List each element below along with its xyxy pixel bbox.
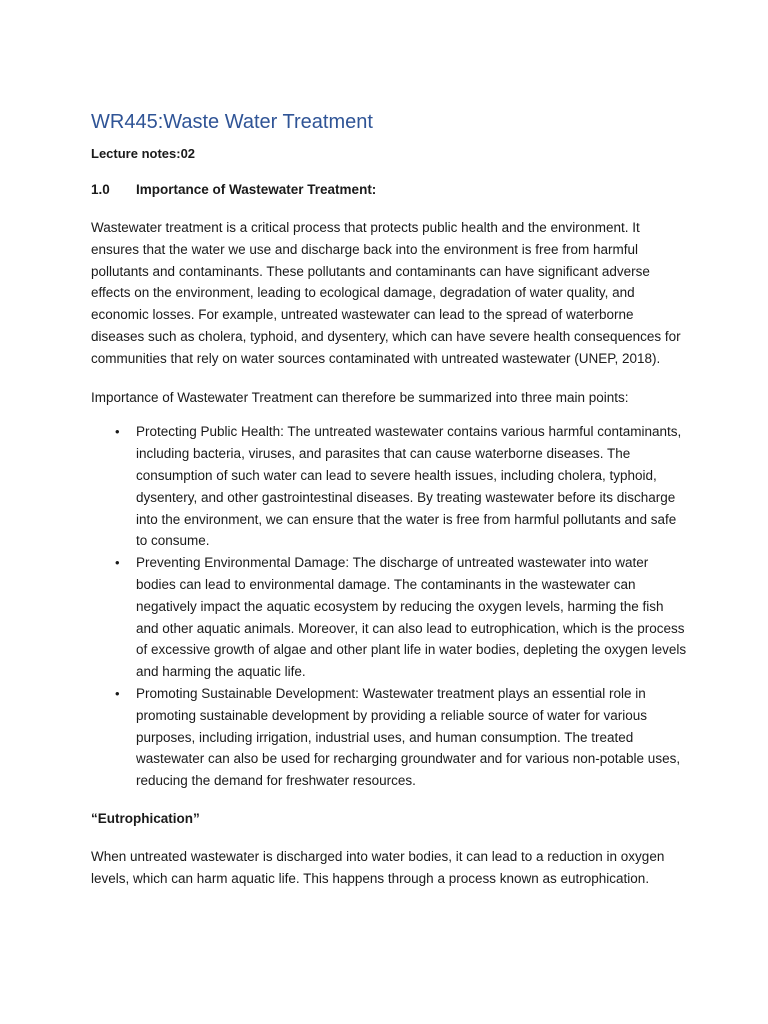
lecture-label: Lecture notes:02: [91, 146, 196, 161]
list-item-text: Promoting Sustainable Development: Wastewater treatment plays an essential role in promoting sustainable development by providing a reliable source of water for various purposes, including irrigation, industrial uses, and human consumption. The treated wastewater can also be used for recharging groundwater and for various non-potable uses, reducing the demand for freshwater resources.: [136, 685, 681, 789]
list-item: [91, 552, 687, 683]
section-heading: [91, 180, 687, 200]
document-title: WR445:Waste Water Treatment: [91, 111, 373, 133]
list-item-text: Protecting Public Health: The untreated wastewater contains various harmful contaminants, including bacteria, viruses, and parasites that can cause waterborne diseases. The consumption of such water can lead to severe health issues, including cholera, typhoid, dysentery, and other gastrointestinal diseases. By treating wastewater before its discharge into the environment, we can ensure that the water is free from harmful pollutants and safe to consume.: [136, 424, 682, 549]
intro-paragraph: Wastewater treatment is a critical process that protects public health and the environment. It ensures that the water we use and discharge back into the environment is free from harmful pollutants and contaminants. These pollutants and contaminants can have significant adverse effects on the environment, leading to ecological damage, degradation of water quality, and economic losses. For example, untreated wastewater can lead to the spread of waterborne diseases such as cholera, typhoid, and dysentery, which can have severe health consequences for communities that rely on water sources contaminated with untreated wastewater (UNEP, 2018).: [91, 220, 681, 366]
document-page: [91, 108, 687, 890]
eutrophication-heading: “Eutrophication”: [91, 810, 200, 826]
closing-paragraph: When untreated wastewater is discharged into water bodies, it can lead to a reduction in oxygen levels, which can harm aquatic life. This happens through a process known as eutrophication.: [91, 848, 665, 886]
list-item: [91, 421, 687, 552]
bullet-icon: •: [115, 424, 120, 440]
bullet-icon: •: [115, 555, 120, 571]
section-title: Importance of Wastewater Treatment:: [136, 182, 377, 197]
summary-paragraph: Importance of Wastewater Treatment can therefore be summarized into three main points:: [91, 389, 629, 405]
list-item-text: Preventing Environmental Damage: The discharge of untreated wastewater into water bodies can lead to environmental damage. The contaminants in the wastewater can negatively impact the aquatic ecosystem by reducing the oxygen levels, harming the fish and other aquatic animals. Moreover, it can also lead to eutrophication, which is the process of excessive growth of algae and other plant life in water bodies, depleting the oxygen levels and harming the aquatic life.: [136, 555, 687, 680]
bullet-icon: •: [115, 685, 120, 701]
section-number: 1.0: [91, 182, 110, 197]
list-item: [91, 683, 687, 792]
importance-list: [91, 421, 687, 792]
